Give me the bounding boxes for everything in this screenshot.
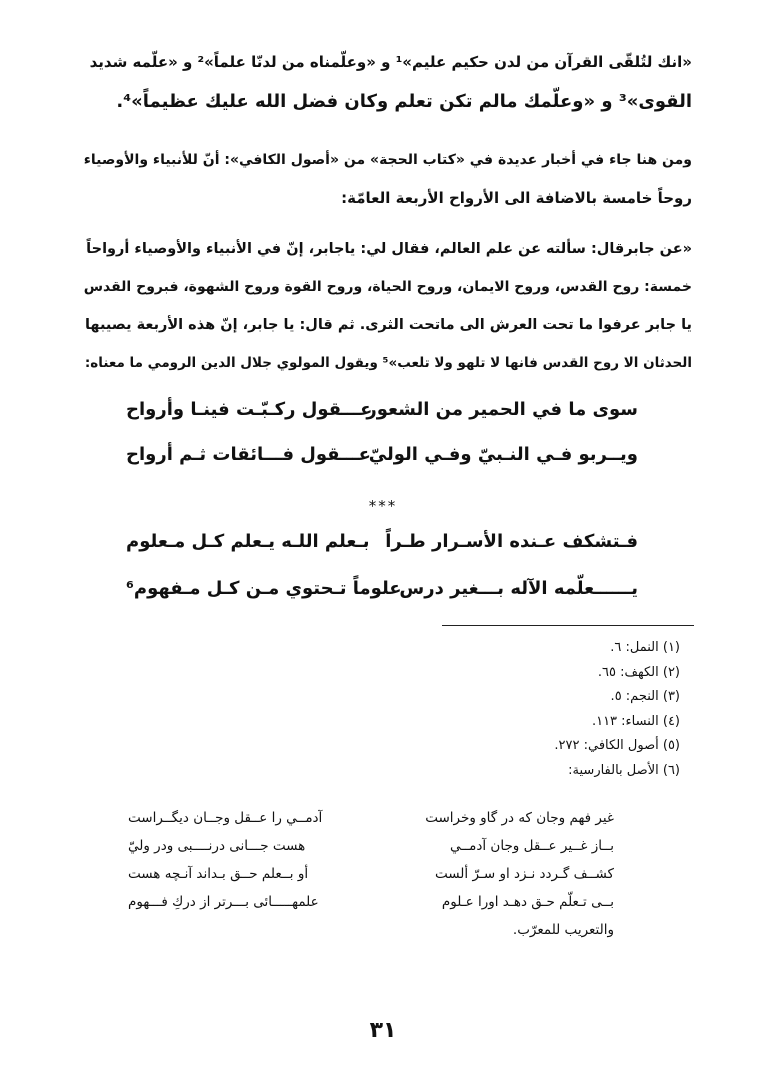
footnote: (٣) النجم: ٥.	[610, 689, 680, 704]
verse-first-hemistich: سوى ما في الحمير من الشعور	[366, 399, 638, 420]
verse-first-hemistich: ويــربو فـي النـبيّ وفـي الوليّ	[368, 444, 638, 465]
persian-verse-first: كشــف گـردد نـزد او سـرّ ألست	[435, 866, 614, 882]
text-line: القوى»³ و «وعلّمك مالم تكن تعلم وكان فضل الله عليك عظيماً»⁴.	[116, 91, 692, 112]
poem-verse	[0, 399, 766, 439]
verse-first-hemistich: يــــــعلّمه الآله بـــغير درس	[399, 578, 638, 599]
text-line: خمسة: روح القدس، وروح الايمان، وروح الحياة، وروح القوة وروح الشهوة، فبروح القدس	[83, 279, 692, 295]
text-line: الحدثان الا روح القدس فانها لا تلهو ولا تلعب»⁵ ويقول المولوي جلال الدين الرومي ما معناه:	[84, 355, 692, 371]
verse-second-hemistich: عـــقول فـــائقات ثـم أرواح	[126, 444, 371, 465]
verse-second-hemistich: علوماً تـحتوي مـن كـل مـفهوم⁶	[126, 578, 402, 599]
persian-verse-second: علمهـــــائى بـــرتر از دركِ فـــهوم	[128, 894, 319, 910]
text-line: ومن هنا جاء في أخبار عديدة في «كتاب الحجة» من «أصول الكافي»: أنّ للأنبياء والأوصياء	[83, 152, 692, 168]
poem-verse	[0, 531, 766, 571]
section-separator: ***	[368, 497, 398, 515]
poem-verse	[0, 444, 766, 484]
persian-verse-second: آدمــي را عــقل وجــان ديگــراست	[128, 810, 323, 826]
footnote: (١) النمل: ٦.	[610, 640, 680, 655]
poem-verse	[0, 578, 766, 618]
hadith-intro-paragraph	[72, 141, 692, 217]
persian-verse-first: غير فهم وجان كه در گاو وخراست	[425, 810, 614, 826]
persian-verse-second: أو بــعلم حــق بـداند آنـچه هست	[128, 866, 309, 882]
translation-note: والتعريب للمعرّب.	[512, 922, 614, 938]
footnotes	[380, 636, 680, 783]
persian-verse-first: بــاز غــير عــقل وجان آدمــي	[449, 838, 614, 854]
text-line: «انك لتُلقّى القرآن من لدن حكيم عليم»¹ و «وعلّمناه من لدنّا علماً»² و «علّمه شديد	[89, 53, 692, 71]
verse-first-hemistich: فـتشكف عـنده الأسـرار طـراً	[385, 531, 638, 552]
hadith-paragraph	[72, 230, 692, 382]
persian-verse-first: بــى تـعلّم حـق دهـد اورا عـلوم	[441, 894, 614, 910]
text-line: يا جابر عرفوا ما تحت العرش الى ماتحت الثرى. ثم قال: يا جابر، إنّ هذه الأربعة يصيبها	[84, 317, 692, 333]
text-line: روحاً خامسة بالاضافة الى الأرواح الأربعة العامّة:	[341, 189, 692, 207]
verse-second-hemistich: عـــقول ركـبّـت فينـا وأرواح	[126, 399, 373, 420]
page-number: ٣١	[369, 1018, 397, 1043]
footnote-divider	[442, 625, 694, 626]
intro-paragraph	[72, 42, 692, 122]
footnote: (٥) أصول الكافي: ٢٧٢.	[554, 738, 680, 753]
verse-second-hemistich: بـعلم اللـه يـعلم كـل مـعلوم	[126, 531, 370, 552]
footnote: (٦) الأصل بالفارسية:	[568, 762, 680, 778]
footnote: (٤) النساء: ١١٣.	[591, 713, 680, 729]
footnote: (٢) الكهف: ٦٥.	[597, 664, 680, 680]
text-line: «عن جابرقال: سألته عن علم العالم، فقال لي: ياجابر، إنّ في الأنبياء والأوصياء أرواحاً	[86, 241, 692, 257]
persian-verse-second: هست جـــانى درنــــبى ودر وليّ	[128, 838, 306, 854]
